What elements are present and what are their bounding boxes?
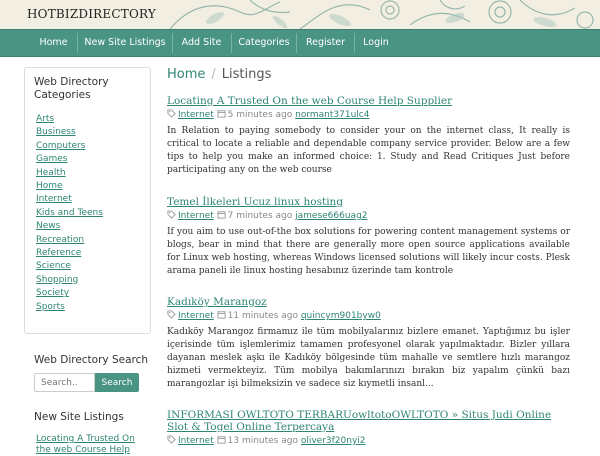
category-link-science[interactable]: Science xyxy=(36,261,71,272)
nav-login[interactable]: Login xyxy=(363,37,389,48)
main-nav xyxy=(0,29,600,57)
category-link-news[interactable]: News xyxy=(36,221,61,232)
category-link-reference[interactable]: Reference xyxy=(36,248,82,259)
categories-heading: Web Directory Categories xyxy=(34,76,109,101)
category-link-health[interactable]: Health xyxy=(36,167,66,178)
nav-divider xyxy=(77,33,78,53)
listing-time: 7 minutes ago xyxy=(227,211,293,221)
listing-item xyxy=(167,296,570,391)
listing-title[interactable]: INFORMASI OWLTOTO TERBARUowltotoOWLTOTO » Situs Judi Online Slot & Togel Online Terpercaya xyxy=(167,409,552,433)
calendar-icon xyxy=(217,310,226,319)
site-title[interactable]: HOTBIZDIRECTORY xyxy=(27,7,156,21)
category-link-recreation[interactable]: Recreation xyxy=(36,234,85,245)
tag-icon xyxy=(167,109,176,118)
calendar-icon xyxy=(217,109,226,118)
category-link-internet[interactable]: Internet xyxy=(36,194,72,205)
tag-icon xyxy=(167,435,176,444)
search-heading: Web Directory Search xyxy=(34,354,149,366)
nav-divider xyxy=(172,33,173,53)
listing-time: 11 minutes ago xyxy=(227,311,298,321)
category-link-kids-and-teens[interactable]: Kids and Teens xyxy=(36,207,103,218)
search-button[interactable]: Search xyxy=(95,373,139,392)
category-link-computers[interactable]: Computers xyxy=(36,140,86,151)
category-link-sports[interactable]: Sports xyxy=(36,301,65,312)
nav-register[interactable]: Register xyxy=(305,37,346,48)
category-link-home[interactable]: Home xyxy=(36,181,63,192)
listing-author-link[interactable]: jamese666uag2 xyxy=(295,211,368,221)
breadcrumb-separator: / xyxy=(211,67,216,82)
listing-description: Kadıköy Marangoz firmamız ile tüm mobilyalarınız bizlere emanet. Yaptığımız bu işler içerisinde tüm işlemlerimiz tamamen profesyonel olarak yapılmaktadır. Bizler yıllara dayanan meslek aşkı ile Kadıköy bölgesinde tüm mahalle ve semtlere hızlı marangoz hizmeti vermekteyiz. Tüm mobilya bakımlarınızı bırakın biz yapalım çünkü bazı marangozlar işi bilmeksizin ve sadece siz kıymetli insanl... xyxy=(167,327,570,389)
listing-item xyxy=(167,196,570,278)
category-link-business[interactable]: Business xyxy=(36,127,76,138)
new-listing-link[interactable]: Locating A Trusted On the web Course Help xyxy=(36,434,135,455)
categories-panel xyxy=(24,67,151,334)
search-input[interactable] xyxy=(34,373,95,392)
nav-categories[interactable]: Categories xyxy=(238,37,290,48)
category-list xyxy=(36,113,103,314)
nav-home[interactable]: Home xyxy=(39,37,68,48)
nav-divider xyxy=(231,33,232,53)
site-header xyxy=(0,0,600,29)
listing-title[interactable]: Locating A Trusted On the web Course Help Supplier xyxy=(167,95,453,107)
listing-title[interactable]: Kadıköy Marangoz xyxy=(167,296,267,308)
listing-meta xyxy=(167,435,570,447)
listing-meta xyxy=(167,109,570,121)
nav-divider xyxy=(354,33,355,53)
breadcrumb-current: Listings xyxy=(221,67,272,82)
listing-category-link[interactable]: Internet xyxy=(178,211,214,221)
listing-category-link[interactable]: Internet xyxy=(178,110,214,120)
listing-author-link[interactable]: normant371ulc4 xyxy=(295,110,370,120)
category-link-shopping[interactable]: Shopping xyxy=(36,274,79,285)
listing-category-link[interactable]: Internet xyxy=(178,311,214,321)
category-link-games[interactable]: Games xyxy=(36,154,68,165)
category-link-arts[interactable]: Arts xyxy=(36,114,55,124)
listing-meta xyxy=(167,210,570,222)
listing-time: 13 minutes ago xyxy=(227,436,298,446)
listing-item xyxy=(167,95,570,177)
listing-item xyxy=(167,409,570,447)
calendar-icon xyxy=(217,210,226,219)
category-link-society[interactable]: Society xyxy=(36,288,70,299)
listing-description: If you aim to use out-of-the box solutions for powering content management systems or blogs, bear in mind that there are generally more open source applications available for Linux web hosting, whereas Windows licensed solutions will likely incur costs. Plesk arama paneli ile linux hosting hesabınız üzerinde tam kontrole xyxy=(167,227,570,276)
listing-author-link[interactable]: quincym901byw0 xyxy=(300,311,381,321)
listing-meta xyxy=(167,310,570,322)
listing-author-link[interactable]: oliver3f20nyi2 xyxy=(300,436,366,446)
new-listings-heading: New Site Listings xyxy=(34,411,124,423)
calendar-icon xyxy=(217,435,226,444)
listing-category-link[interactable]: Internet xyxy=(178,436,214,446)
nav-new-site-listings[interactable]: New Site Listings xyxy=(84,37,166,48)
listing-time: 5 minutes ago xyxy=(227,110,293,120)
breadcrumb xyxy=(167,67,271,82)
nav-divider xyxy=(296,33,297,53)
nav-add-site[interactable]: Add Site xyxy=(181,37,222,48)
tag-icon xyxy=(167,310,176,319)
breadcrumb-home[interactable]: Home xyxy=(167,67,206,82)
listing-title[interactable]: Temel İlkeleri Ucuz linux hosting xyxy=(167,196,344,208)
listing-description: In Relation to paying somebody to consider your on the internet class, It really is critical to locate a reliable and dependable company service provider. Below are a few tips to help you make an informed choice: 1. Study and Read Critiques Just before participating any on the web course xyxy=(167,126,570,175)
tag-icon xyxy=(167,210,176,219)
